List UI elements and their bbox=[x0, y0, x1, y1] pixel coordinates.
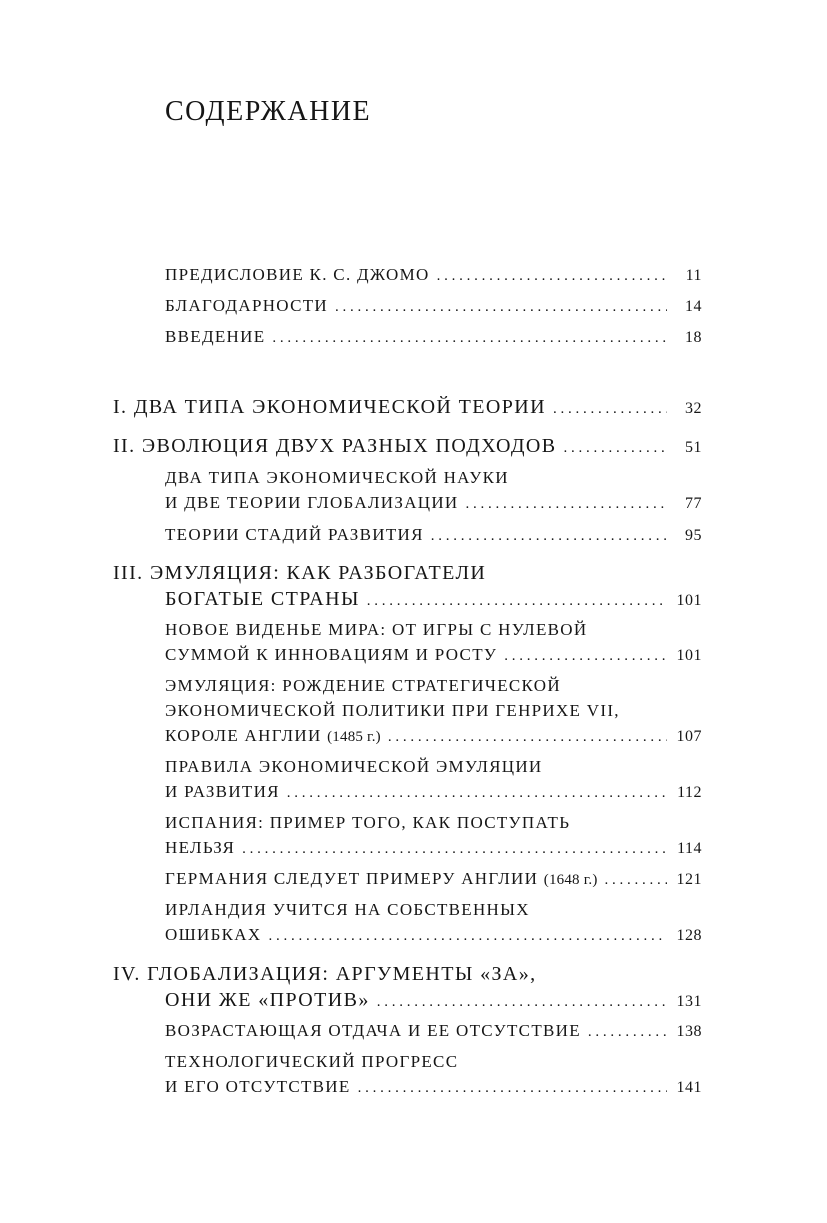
entry-year: (1485 г.) bbox=[327, 729, 381, 745]
page-number: 77 bbox=[685, 495, 702, 512]
dot-leader bbox=[437, 268, 667, 285]
toc-chapter-2 bbox=[113, 435, 702, 458]
toc-chapter-4 bbox=[165, 989, 702, 1012]
dot-leader bbox=[287, 785, 667, 802]
page-number: 101 bbox=[676, 647, 702, 664]
toc-subentry-line bbox=[165, 620, 702, 640]
page-number: 11 bbox=[685, 267, 702, 284]
toc-entry-text bbox=[165, 869, 598, 889]
toc-entry-text: И РАЗВИТИЯ bbox=[165, 782, 280, 801]
toc-subentry-two-types bbox=[165, 493, 702, 513]
toc-chapter-4-line bbox=[113, 963, 702, 986]
page-number: 112 bbox=[677, 784, 702, 801]
page-number: 107 bbox=[676, 728, 702, 745]
chapter-title: I. ДВА ТИПА ЭКОНОМИЧЕСКОЙ ТЕОРИИ bbox=[113, 396, 546, 418]
page-number: 95 bbox=[685, 527, 702, 544]
toc-subentry-emulation-birth bbox=[165, 726, 702, 746]
page-number: 141 bbox=[676, 1079, 702, 1096]
toc-subentry-line bbox=[165, 701, 702, 721]
page-number: 121 bbox=[676, 871, 702, 888]
toc-subentry-rules bbox=[165, 782, 702, 802]
entry-text-part: ГЕРМАНИЯ СЛЕДУЕТ ПРИМЕРУ АНГЛИИ bbox=[165, 869, 539, 888]
dot-leader bbox=[367, 593, 667, 610]
toc-subentry-new-vision bbox=[165, 645, 702, 665]
toc-entry-text: ВОЗРАСТАЮЩАЯ ОТДАЧА И ЕЕ ОТСУТСТВИЕ bbox=[165, 1021, 581, 1040]
dot-leader bbox=[588, 1024, 667, 1041]
page-number: 128 bbox=[676, 927, 702, 944]
entry-year: (1648 г.) bbox=[543, 872, 598, 888]
dot-leader bbox=[377, 994, 667, 1011]
toc-entry-text: БЛАГОДАРНОСТИ bbox=[165, 296, 328, 315]
chapter-title: БОГАТЫЕ СТРАНЫ bbox=[165, 588, 360, 610]
page-number: 18 bbox=[685, 329, 702, 346]
toc-subentry-spain bbox=[165, 838, 702, 858]
toc-entry-text: НОВОЕ ВИДЕНЬЕ МИРА: ОТ ИГРЫ С НУЛЕВОЙ bbox=[165, 620, 588, 639]
toc-entry-text: ДВА ТИПА ЭКОНОМИЧЕСКОЙ НАУКИ bbox=[165, 468, 509, 487]
page-number: 114 bbox=[677, 840, 702, 857]
toc-chapter-3-line bbox=[113, 562, 702, 585]
page-title: СОДЕРЖАНИЕ bbox=[165, 96, 372, 127]
toc-subentry-line bbox=[165, 900, 702, 920]
page-number: 101 bbox=[676, 592, 702, 609]
toc-entry-text: ОШИБКАХ bbox=[165, 925, 262, 944]
dot-leader bbox=[272, 330, 667, 347]
toc-entry-acknowledgements bbox=[165, 296, 702, 316]
page-number: 51 bbox=[685, 439, 702, 456]
toc-entry-text: И ЕГО ОТСУТСТВИЕ bbox=[165, 1077, 351, 1096]
dot-leader bbox=[466, 496, 667, 513]
toc-entry-foreword bbox=[165, 265, 702, 285]
page-number: 32 bbox=[685, 400, 702, 417]
toc-entry-text: НЕЛЬЗЯ bbox=[165, 838, 236, 857]
toc-subentry-line bbox=[165, 468, 702, 488]
toc-entry-text: ТЕОРИИ СТАДИЙ РАЗВИТИЯ bbox=[165, 525, 424, 544]
toc-subentry-returns bbox=[165, 1021, 702, 1041]
toc-entry-text: ЭМУЛЯЦИЯ: РОЖДЕНИЕ СТРАТЕГИЧЕСКОЙ bbox=[165, 676, 561, 695]
toc-entry-text: СУММОЙ К ИННОВАЦИЯМ И РОСТУ bbox=[165, 645, 498, 664]
toc-entry-text: ИСПАНИЯ: ПРИМЕР ТОГО, КАК ПОСТУПАТЬ bbox=[165, 813, 571, 832]
page-number: 131 bbox=[676, 993, 702, 1010]
toc-subentry-ireland bbox=[165, 925, 702, 945]
dot-leader bbox=[504, 648, 667, 665]
dot-leader bbox=[335, 299, 667, 316]
toc-subentry-line bbox=[165, 1052, 702, 1072]
page-number: 14 bbox=[685, 298, 702, 315]
toc-subentry-germany bbox=[165, 869, 702, 889]
toc-chapter-1 bbox=[113, 396, 702, 419]
toc-chapter-3 bbox=[165, 588, 702, 611]
toc-entry-text: И ДВЕ ТЕОРИИ ГЛОБАЛИЗАЦИИ bbox=[165, 493, 459, 512]
dot-leader bbox=[564, 440, 667, 457]
dot-leader bbox=[358, 1080, 667, 1097]
toc-entry-text: ТЕХНОЛОГИЧЕСКИЙ ПРОГРЕСС bbox=[165, 1052, 459, 1071]
toc-entry-text: ВВЕДЕНИЕ bbox=[165, 327, 266, 346]
chapter-title: ОНИ ЖЕ «ПРОТИВ» bbox=[165, 989, 370, 1011]
dot-leader bbox=[605, 872, 667, 889]
dot-leader bbox=[553, 401, 667, 418]
toc-subentry-tech-progress bbox=[165, 1077, 702, 1097]
toc-subentry-line bbox=[165, 813, 702, 833]
page-number: 138 bbox=[676, 1023, 702, 1040]
toc-entry-introduction bbox=[165, 327, 702, 347]
toc-subentry-line bbox=[165, 676, 702, 696]
entry-text-part: КОРОЛЕ АНГЛИИ bbox=[165, 726, 322, 745]
chapter-title: III. ЭМУЛЯЦИЯ: КАК РАЗБОГАТЕЛИ bbox=[113, 562, 487, 584]
toc-entry-text: ПРЕДИСЛОВИЕ К. С. ДЖОМО bbox=[165, 265, 430, 284]
dot-leader bbox=[431, 528, 667, 545]
dot-leader bbox=[268, 928, 667, 945]
toc-entry-text bbox=[165, 726, 381, 746]
toc-entry-text: ЭКОНОМИЧЕСКОЙ ПОЛИТИКИ ПРИ ГЕНРИХЕ VII, bbox=[165, 701, 620, 720]
toc-subentry-stages bbox=[165, 525, 702, 545]
toc-subentry-line bbox=[165, 757, 702, 777]
chapter-title: II. ЭВОЛЮЦИЯ ДВУХ РАЗНЫХ ПОДХОДОВ bbox=[113, 435, 557, 457]
chapter-title: IV. ГЛОБАЛИЗАЦИЯ: АРГУМЕНТЫ «ЗА», bbox=[113, 963, 537, 985]
toc-entry-text: ПРАВИЛА ЭКОНОМИЧЕСКОЙ ЭМУЛЯЦИИ bbox=[165, 757, 543, 776]
dot-leader bbox=[388, 729, 667, 746]
dot-leader bbox=[242, 841, 667, 858]
toc-entry-text: ИРЛАНДИЯ УЧИТСЯ НА СОБСТВЕННЫХ bbox=[165, 900, 530, 919]
